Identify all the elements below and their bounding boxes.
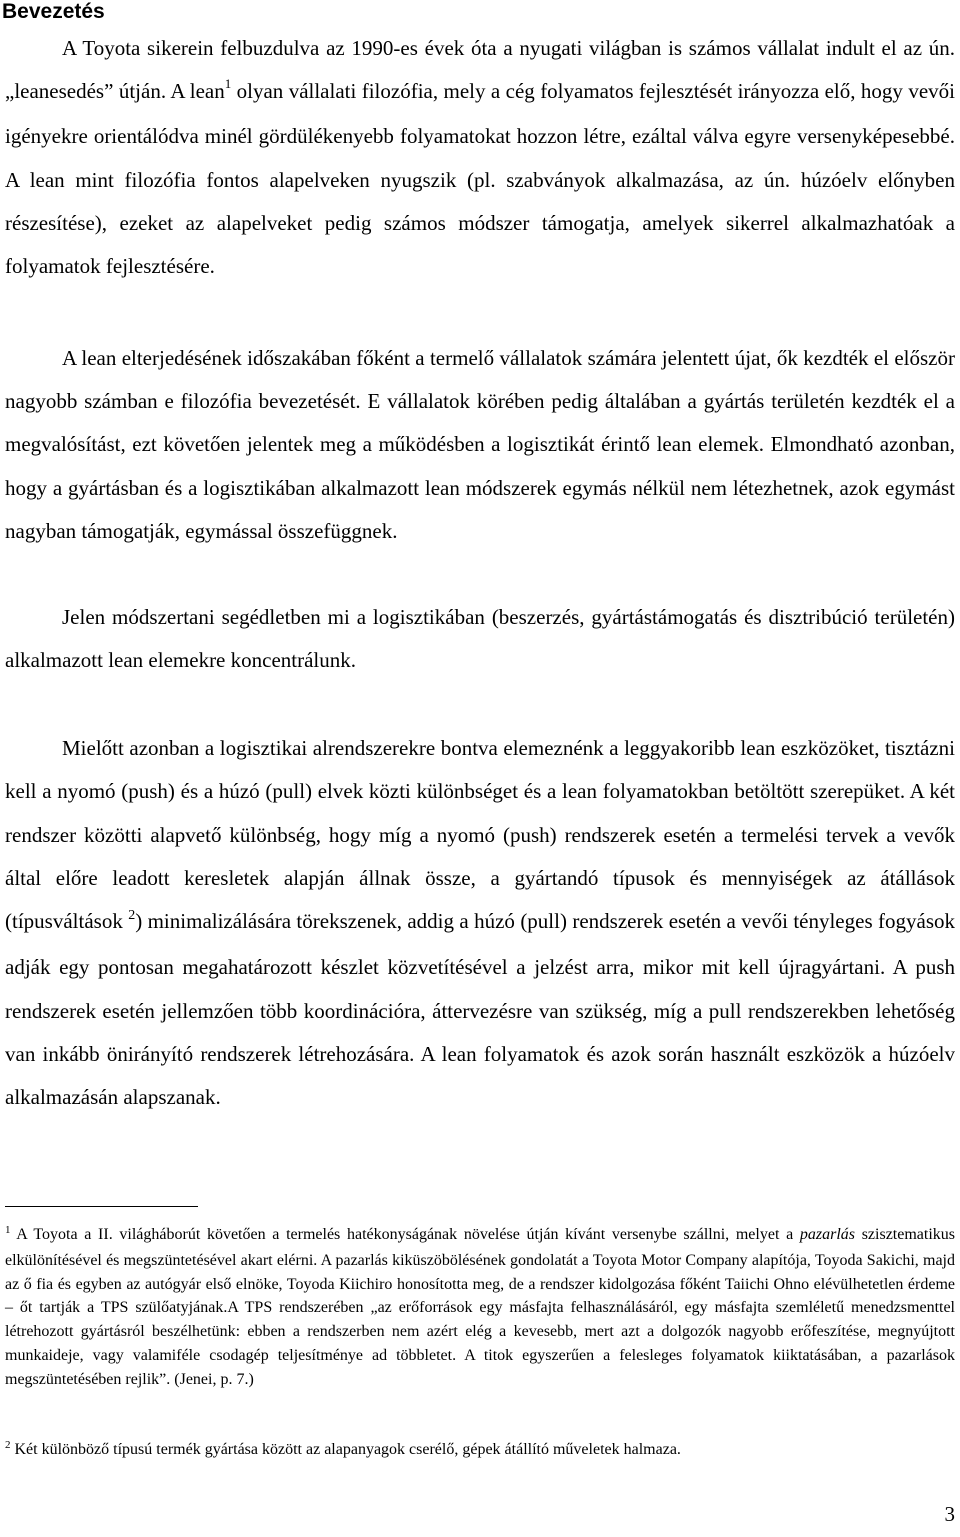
- footnote-1: [5, 1223, 955, 1392]
- paragraph-spread-text: A lean elterjedésének időszakában főként a termelő vállalatok számára jelentett újat, ők kezdték el először nagyobb számban e filozófia bevezetését. E vállalatok körében pedig általában a gyártás területén kezdték el a megvalósítást, ezt követően jelentek meg a működésben a logisztikát érintő lean elemek. Elmondható azonban, hogy a gyártásban és a logisztikában alkalmazott lean módszerek egymás nélkül nem létezhetnek, azok egymást nagyban támogatják, egymással összefüggnek.: [5, 346, 955, 543]
- footnote-ref-2[interactable]: 2: [128, 908, 136, 924]
- footnote-2-number: 2: [5, 1439, 11, 1451]
- paragraph-push-pull-text-a: Mielőtt azonban a logisztikai alrendszerekre bontva elemeznénk a leggyakoribb lean eszközöket, tisztázni kell a nyomó (push) és a húzó (pull) elvek közti különbséget és a lean folyamatokban betöltött szerepüket. A két rendszer közötti alapvető különbség, hogy míg a nyomó (push) rendszerek esetén a termelési tervek a vevők által előre leadott keresletek alapján állnak össze, a gyártandó típusok és mennyiségek az átállások (típusváltások: [5, 736, 955, 934]
- footnote-1-emphasis: pazarlás: [799, 1226, 855, 1243]
- paragraph-push-pull-text-b: ) minimalizálására törekszenek, addig a húzó (pull) rendszerek esetén a vevői tényleges fogyások adják egy pontosan megahatározott készlet közvetítésével a jelzést arra, mikor mit kell újragyártani. A push rendszerek esetén jellemzően több koordinációra, áttervezésre van szükség, míg a pull rendszerekben lehetőség van inkább önirányító rendszerek létrehozására. A lean folyamatok és azok során használt eszközök a húzóelv alkalmazásán alapszanak.: [5, 909, 955, 1110]
- paragraph-intro: [5, 27, 955, 288]
- footnote-1-number: 1: [5, 1224, 11, 1236]
- paragraph-scope: [5, 596, 955, 682]
- footnote-ref-1[interactable]: 1: [224, 76, 232, 92]
- paragraph-intro-text-a: A Toyota sikerein felbuzdulva az 1990-es évek óta a nyugati világban is számos vállalat indult el az ún. „leanesedés” útján. A lean: [5, 36, 955, 104]
- footnote-divider: [5, 1206, 198, 1207]
- paragraph-push-pull: [5, 727, 955, 1120]
- footnote-2-text: Két különböző típusú termék gyártása között az alapanyagok cserélő, gépek átállító műveletek halmaza.: [10, 1441, 681, 1458]
- page-number: 3: [944, 1502, 955, 1526]
- paragraph-spread: [5, 337, 955, 553]
- section-heading: Bevezetés: [2, 0, 105, 23]
- paragraph-scope-text: Jelen módszertani segédletben mi a logisztikában (beszerzés, gyártástámogatás és disztribúció területén) alkalmazott lean elemekre koncentrálunk.: [5, 605, 955, 673]
- paragraph-intro-text-b: olyan vállalati filozófia, mely a cég folyamatos fejlesztését irányozza elő, hogy vevői igényekre orientálódva minél gördülékenyebb folyamatokat hozzon létre, ezáltal válva egyre versenyképesebbé. A lean mint filozófia fontos alapelveken nyugszik (pl. szabványok alkalmazása, az ún. húzóelv előnyben részesítése), ezeket az alapelveket pedig számos módszer támogatja, amelyek sikerrel alkalmazhatóak a folyamatok fejlesztésére.: [5, 79, 955, 279]
- footnote-1-text-a: A Toyota a II. világháborút követően a termelés hatékonyságának növelése útján kívánt versenybe szállni, melyet a: [10, 1226, 800, 1243]
- footnote-1-text-b: szisztematikus elkülönítésével és megszüntetésével akart elérni. A pazarlás kiküszöbölésének gondolatát a Toyota Motor Company alapítója, Toyoda Sakichi, majd az ő fia és egyben az autógyár első elnöke, Toyoda Kiichiro honosította meg, de a rendszer kidolgozása főként Taiichi Ohno elévülhetetlen érdeme – őt tartják a TPS szülőatyjának.A TPS rendszerében „az erőforrások egy másfajta felhasználásáról, egy másfajta szemléletű menedzsmenttel létrehozott gyártásról beszélhetünk: ebben a rendszerben nem azért elég a kevesebb, mert azt a dolgozók nagyobb erőfeszítése, megnyújtott munkaideje, vagy valamiféle csodagép teljesítménye ad többletet. A titok egyszerűen a felesleges folyamatok kiiktatásában, a pazarlások megszüntetésében rejlik”. (Jenei, p. 7.): [5, 1226, 955, 1388]
- footnote-2: [5, 1438, 955, 1464]
